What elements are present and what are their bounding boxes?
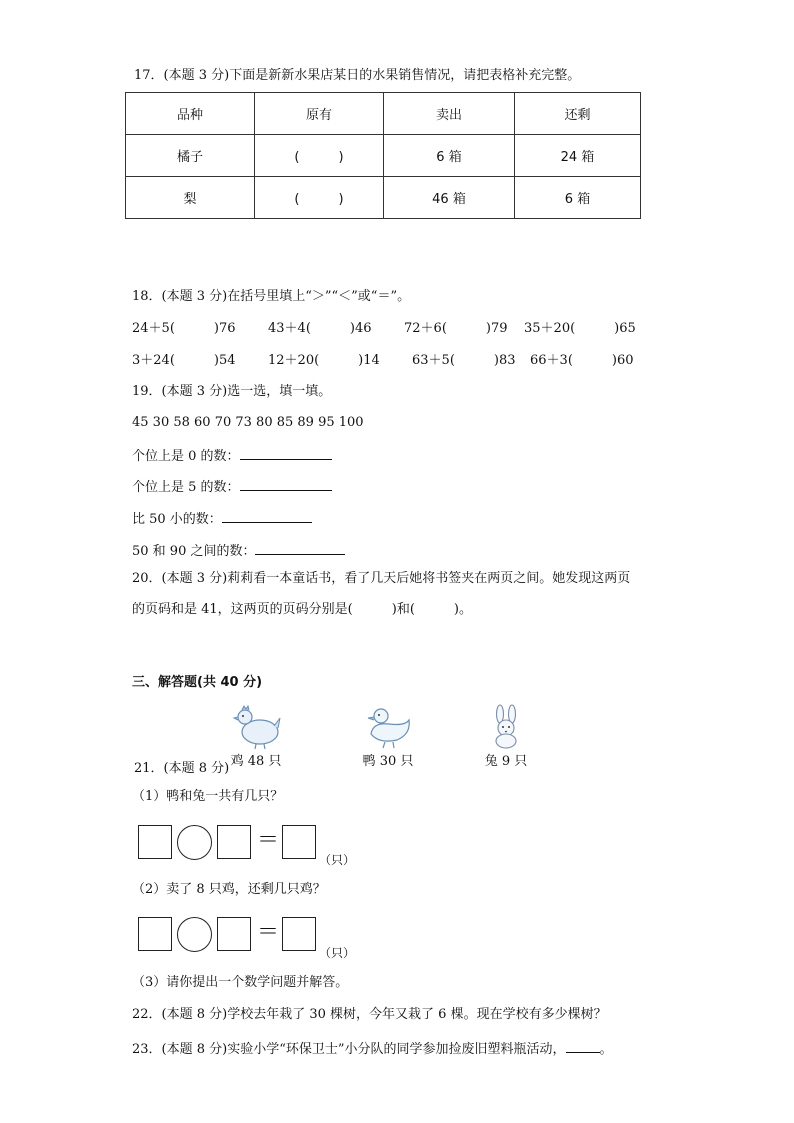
q19-item-label: 个位上是 5 的数： — [132, 480, 240, 495]
answer-box[interactable] — [282, 825, 316, 859]
q21-sub2: （2）卖了 8 只鸡，还剩几只鸡？ — [132, 882, 326, 897]
table-cell: 梨 — [126, 177, 255, 219]
q21-prompt: 21．(本题 8 分) — [134, 761, 230, 776]
q20-line2: 的页码和是 41，这两页的页码分别是( )和( )。 — [132, 602, 472, 617]
table-cell: 6 箱 — [384, 135, 515, 177]
q21-sub1: （1）鸭和兔一共有几只？ — [132, 789, 284, 804]
answer-blank[interactable]: ( ) — [255, 177, 384, 219]
answer-line[interactable] — [240, 476, 332, 491]
equals-sign: ＝ — [257, 828, 280, 853]
q23-prompt-line — [132, 1038, 613, 1059]
q19-item-less-50 — [132, 508, 312, 529]
table-header: 还剩 — [515, 93, 641, 135]
operator-circle[interactable] — [177, 917, 212, 952]
duck-icon — [363, 704, 413, 750]
q22-prompt: 22．(本题 8 分)学校去年栽了 30 棵树，今年又栽了 6 棵。现在学校有多少棵树？ — [132, 1007, 607, 1022]
answer-blank[interactable]: ( ) — [255, 135, 384, 177]
q20-line1: 20．(本题 3 分)莉莉看一本童话书，看了几天后她将书签夹在两页之间。她发现这两页 — [132, 571, 631, 586]
q23-prompt: 23．(本题 8 分)实验小学“环保卫士”小分队的同学参加捡废旧塑料瓶活动， — [132, 1042, 566, 1057]
animal-rabbit — [478, 704, 534, 769]
table-header: 品种 — [126, 93, 255, 135]
table-header-row — [126, 93, 641, 135]
comparison-item[interactable]: 43＋4( )46 — [268, 321, 372, 336]
table-cell: 橘子 — [126, 135, 255, 177]
answer-line[interactable] — [566, 1038, 600, 1053]
table-row — [126, 135, 641, 177]
comparison-item[interactable]: 35＋20( )65 — [524, 321, 636, 336]
comparison-item[interactable]: 24＋5( )76 — [132, 321, 236, 336]
operator-circle[interactable] — [177, 825, 212, 860]
answer-box[interactable] — [138, 825, 172, 859]
chicken-icon — [230, 704, 282, 750]
equation-row — [138, 825, 378, 867]
q17-prompt: 17．(本题 3 分)下面是新新水果店某日的水果销售情况，请把表格补充完整。 — [134, 68, 581, 83]
table-header: 原有 — [255, 93, 384, 135]
answer-line[interactable] — [222, 508, 312, 523]
answer-box[interactable] — [282, 917, 316, 951]
answer-box[interactable] — [217, 825, 251, 859]
table-cell: 46 箱 — [384, 177, 515, 219]
table-header: 卖出 — [384, 93, 515, 135]
table-cell: 24 箱 — [515, 135, 641, 177]
rabbit-icon — [486, 704, 526, 750]
comparison-item[interactable]: 12＋20( )14 — [268, 353, 380, 368]
unit-label: （只） — [319, 946, 356, 960]
answer-box[interactable] — [217, 917, 251, 951]
answer-box[interactable] — [138, 917, 172, 951]
q23-tail: 。 — [599, 1042, 613, 1057]
unit-label: （只） — [319, 853, 356, 867]
animal-chicken — [224, 704, 288, 769]
comparison-item[interactable]: 72＋6( )79 — [404, 321, 508, 336]
q21-sub3: （3）请你提出一个数学问题并解答。 — [132, 975, 349, 990]
animal-label: 鸡 48 只 — [230, 754, 282, 769]
q18-prompt: 18．(本题 3 分)在括号里填上“＞”“＜”或“＝”。 — [132, 289, 411, 304]
q19-prompt: 19．(本题 3 分)选一选，填一填。 — [132, 384, 332, 399]
animal-label: 鸭 30 只 — [362, 754, 414, 769]
fruit-sales-table — [125, 92, 641, 219]
table-row — [126, 177, 641, 219]
equation-row — [138, 917, 378, 960]
q19-item-ones-five — [132, 476, 332, 497]
q19-number-list: 45 30 58 60 70 73 80 85 89 95 100 — [132, 415, 364, 430]
answer-line[interactable] — [240, 445, 332, 460]
section-heading: 三、解答题(共 40 分) — [132, 675, 263, 690]
comparison-item[interactable]: 66＋3( )60 — [530, 353, 634, 368]
q19-item-between — [132, 540, 345, 561]
table-cell: 6 箱 — [515, 177, 641, 219]
animal-duck — [356, 704, 420, 769]
q19-item-label: 比 50 小的数： — [132, 512, 222, 527]
comparison-item[interactable]: 3＋24( )54 — [132, 353, 236, 368]
answer-line[interactable] — [255, 540, 345, 555]
comparison-item[interactable]: 63＋5( )83 — [412, 353, 516, 368]
q19-item-ones-zero — [132, 445, 332, 466]
q19-item-label: 50 和 90 之间的数： — [132, 544, 256, 559]
animal-label: 兔 9 只 — [484, 754, 528, 769]
q19-item-label: 个位上是 0 的数： — [132, 449, 240, 464]
equals-sign: ＝ — [257, 920, 280, 945]
